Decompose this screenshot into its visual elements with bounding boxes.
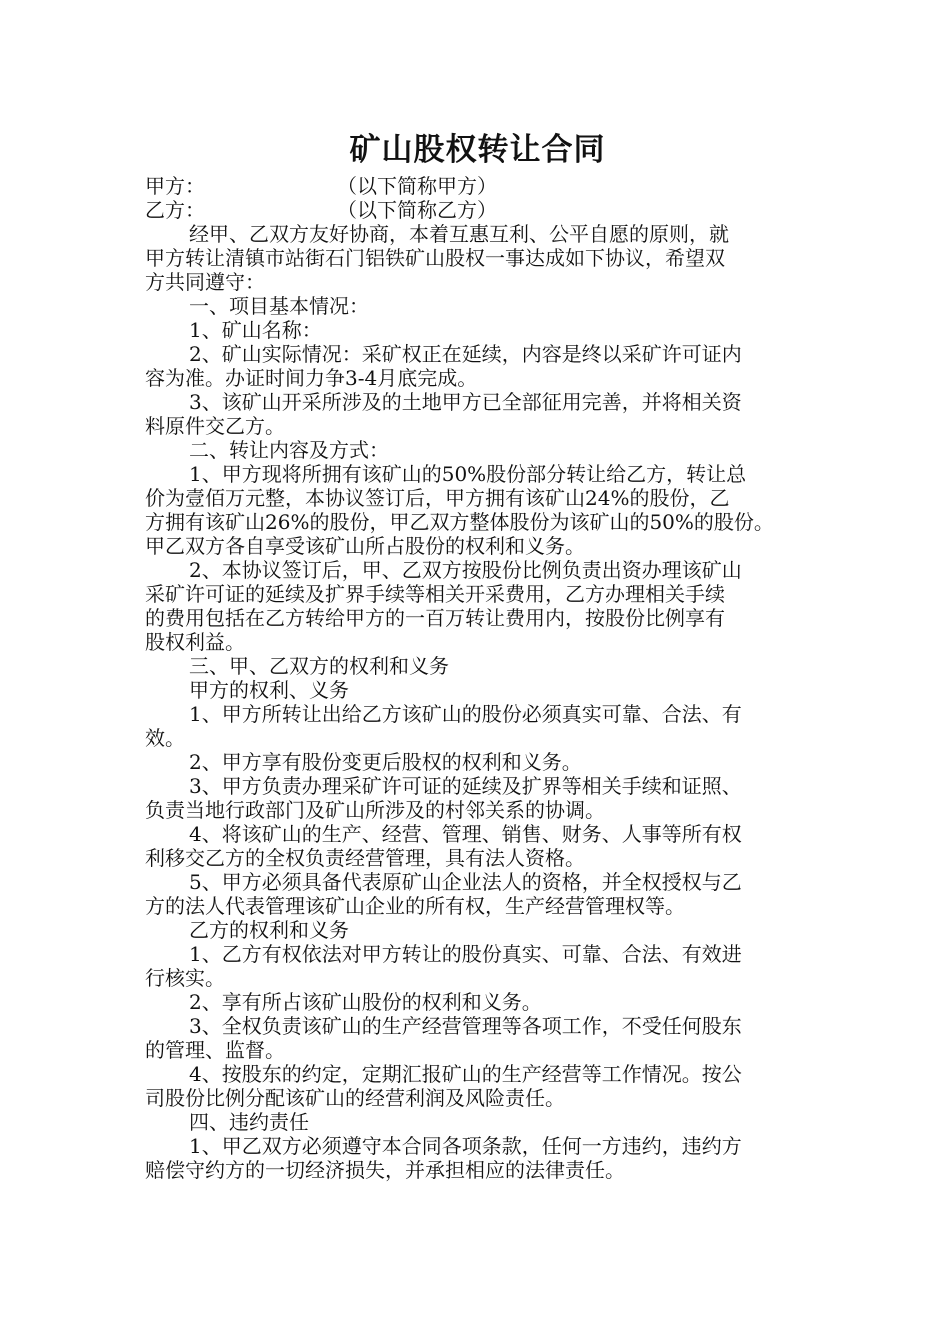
contract-paragraph: [145, 750, 810, 774]
paragraph-line: 甲乙双方各自享受该矿山所占股份的权利和义务。: [145, 534, 585, 558]
contract-paragraph: [145, 774, 810, 822]
contract-paragraph: [145, 1062, 810, 1110]
contract-paragraph: [145, 342, 810, 390]
contract-paragraph: [145, 990, 810, 1014]
paragraph-line: 利移交乙方的全权负责经营管理，具有法人资格。: [145, 846, 585, 870]
paragraph-line: 行核实。: [145, 966, 225, 990]
paragraph-line: 1、矿山名称：: [189, 318, 322, 342]
paragraph-line: 2、享有所占该矿山股份的权利和义务。: [189, 990, 542, 1014]
contract-paragraph: [145, 294, 810, 318]
paragraph-line: 采矿许可证的延续及扩界手续等相关开采费用，乙方办理相关手续: [145, 582, 725, 606]
paragraph-line: 价为壹佰万元整，本协议签订后，甲方拥有该矿山24%的股份，乙: [145, 486, 730, 510]
paragraph-line: 料原件交乙方。: [145, 414, 285, 438]
paragraph-line: 股权利益。: [145, 630, 245, 654]
paragraph-line: 5、甲方必须具备代表原矿山企业法人的资格，并全权授权与乙: [189, 870, 742, 894]
paragraph-line: 经甲、乙双方友好协商，本着互惠互利、公平自愿的原则，就: [189, 222, 729, 246]
page-title: 矿山股权转让合同: [349, 132, 606, 168]
contract-paragraph: [145, 822, 810, 870]
contract-paragraph: [145, 438, 810, 462]
party-a-line: [145, 174, 810, 198]
paragraph-line: 4、按股东的约定，定期汇报矿山的生产经营等工作情况。按公: [189, 1062, 742, 1086]
contract-paragraph: [145, 678, 810, 702]
contract-paragraph: [145, 558, 810, 654]
paragraph-line: 司股份比例分配该矿山的经营利润及风险责任。: [145, 1086, 565, 1110]
paragraph-line: 2、本协议签订后，甲、乙双方按股份比例负责出资办理该矿山: [189, 558, 742, 582]
contract-paragraph: [145, 390, 810, 438]
contract-paragraph: [145, 654, 810, 678]
paragraph-line: 1、甲方所转让出给乙方该矿山的股份必须真实可靠、合法、有: [189, 702, 742, 726]
contract-paragraph: [145, 870, 810, 918]
contract-paragraph: [145, 318, 810, 342]
paragraph-line: 3、甲方负责办理采矿许可证的延续及扩界等相关手续和证照、: [189, 774, 742, 798]
paragraph-line: 容为准。办证时间力争3-4月底完成。: [145, 366, 478, 390]
paragraph-line: 方共同遵守：: [145, 270, 265, 294]
paragraph-line: 效。: [145, 726, 185, 750]
contract-paragraph: [145, 1110, 810, 1134]
paragraph-line: 4、将该矿山的生产、经营、管理、销售、财务、人事等所有权: [189, 822, 742, 846]
contract-paragraph: [145, 462, 810, 558]
paragraph-line: 1、甲方现将所拥有该矿山的50%股份部分转让给乙方，转让总: [189, 462, 747, 486]
paragraph-line: 的管理、监督。: [145, 1038, 285, 1062]
paragraph-line: 3、全权负责该矿山的生产经营管理等各项工作，不受任何股东: [189, 1014, 742, 1038]
contract-paragraph: [145, 222, 810, 294]
paragraph-line: 1、乙方有权依法对甲方转让的股份真实、可靠、合法、有效进: [189, 942, 742, 966]
paragraph-line: 赔偿守约方的一切经济损失，并承担相应的法律责任。: [145, 1158, 625, 1182]
party-b-line: [145, 198, 810, 222]
document-body: [145, 128, 810, 1182]
contract-paragraph: [145, 942, 810, 990]
contract-paragraph: [145, 702, 810, 750]
paragraph-line: 方拥有该矿山26%的股份，甲乙双方整体股份为该矿山的50%的股份。: [145, 510, 774, 534]
contract-paragraphs: [145, 222, 810, 1182]
contract-paragraph: [145, 1014, 810, 1062]
party-b-note: （以下简称乙方）: [337, 198, 497, 222]
paragraph-line: 三、甲、乙双方的权利和义务: [189, 654, 449, 678]
paragraph-line: 甲方的权利、义务: [189, 678, 349, 702]
paragraph-line: 2、矿山实际情况：采矿权正在延续，内容是终以采矿许可证内: [189, 342, 742, 366]
paragraph-line: 负责当地行政部门及矿山所涉及的村邻关系的协调。: [145, 798, 605, 822]
contract-paragraph: [145, 918, 810, 942]
party-a-label: 甲方：: [145, 174, 205, 198]
paragraph-line: 1、甲乙双方必须遵守本合同各项条款，任何一方违约，违约方: [189, 1134, 742, 1158]
paragraph-line: 方的法人代表管理该矿山企业的所有权，生产经营管理权等。: [145, 894, 685, 918]
paragraph-line: 乙方的权利和义务: [189, 918, 349, 942]
paragraph-line: 四、违约责任: [189, 1110, 309, 1134]
paragraph-line: 2、甲方享有股份变更后股权的权利和义务。: [189, 750, 582, 774]
paragraph-line: 二、转让内容及方式：: [189, 438, 389, 462]
paragraph-line: 的费用包括在乙方转给甲方的一百万转让费用内，按股份比例享有: [145, 606, 725, 630]
paragraph-line: 3、该矿山开采所涉及的土地甲方已全部征用完善，并将相关资: [189, 390, 742, 414]
party-b-label: 乙方：: [145, 198, 205, 222]
paragraph-line: 甲方转让清镇市站街石门铝铁矿山股权一事达成如下协议，希望双: [145, 246, 725, 270]
paragraph-line: 一、项目基本情况：: [189, 294, 369, 318]
party-a-note: （以下简称甲方）: [337, 174, 497, 198]
contract-paragraph: [145, 1134, 810, 1182]
